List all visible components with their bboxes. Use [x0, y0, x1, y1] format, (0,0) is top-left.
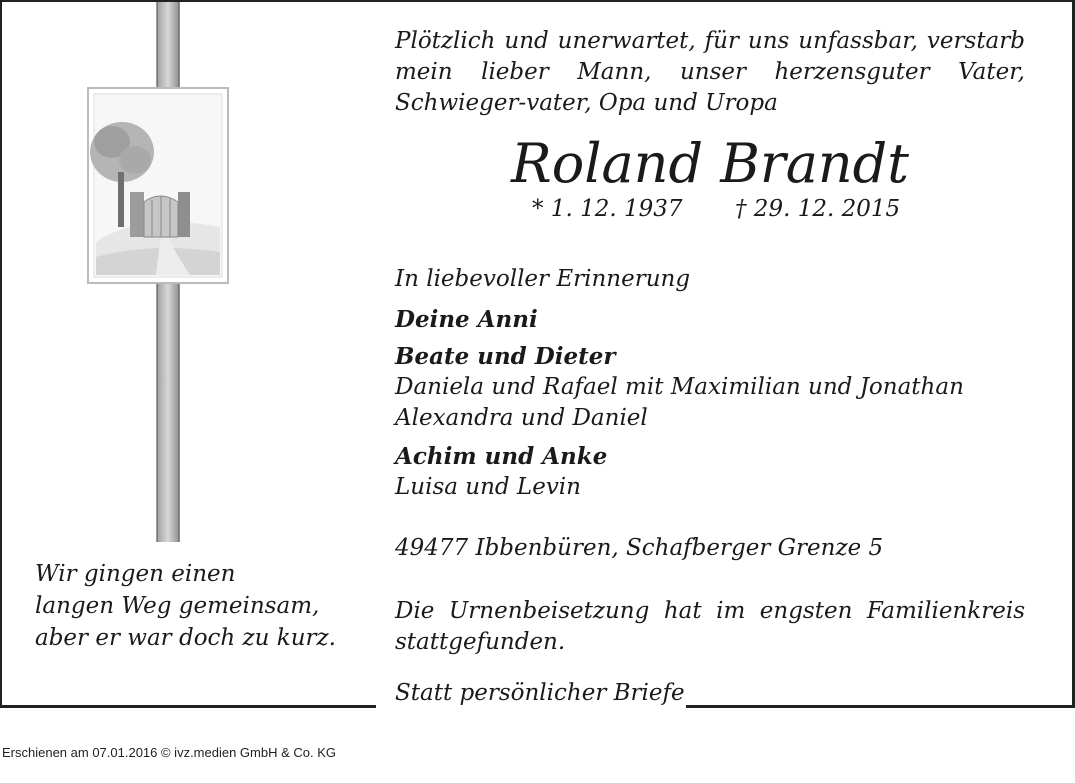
memorial-illustration — [60, 2, 240, 542]
motto-line: Wir gingen einen — [35, 561, 236, 587]
mourner-family-2-children: Luisa und Levin — [395, 474, 581, 500]
closing-note: Statt persönlicher Briefe — [395, 680, 685, 706]
intro-text: Plötzlich und unerwartet, für uns unfassbar, verstarb mein lieber Mann, unser herzensguter Vater, Schwieger-vater, Opa und Uropa — [395, 28, 1025, 116]
motto-line: aber er war doch zu kurz. — [35, 625, 336, 651]
motto — [35, 558, 336, 654]
frame-left-border — [0, 0, 2, 708]
mourner-family-1: Beate und Dieter — [395, 343, 616, 370]
deceased-name: Roland Brandt — [511, 132, 909, 195]
birth-date: * 1. 12. 1937 — [532, 196, 683, 222]
publication-footer: Erschienen am 07.01.2016 © ivz.medien GmbH & Co. KG — [2, 745, 337, 760]
mourner-wife: Deine Anni — [395, 306, 538, 333]
frame-bottom-border-left — [0, 705, 376, 708]
frame-bottom-border-right — [686, 705, 1075, 708]
motto-line: langen Weg gemeinsam, — [35, 593, 320, 619]
address: 49477 Ibbenbüren, Schafberger Grenze 5 — [395, 535, 884, 561]
mourner-family-1-children-2: Alexandra und Daniel — [395, 405, 648, 431]
mourner-family-1-children-1: Daniela und Rafael mit Maximilian und Jonathan — [395, 374, 964, 400]
mourner-family-2: Achim und Anke — [395, 443, 608, 470]
remembrance-label: In liebevoller Erinnerung — [395, 266, 691, 292]
funeral-note: Die Urnenbeisetzung hat im engsten Familienkreis stattgefunden. — [395, 598, 1025, 655]
death-date: † 29. 12. 2015 — [735, 196, 901, 222]
